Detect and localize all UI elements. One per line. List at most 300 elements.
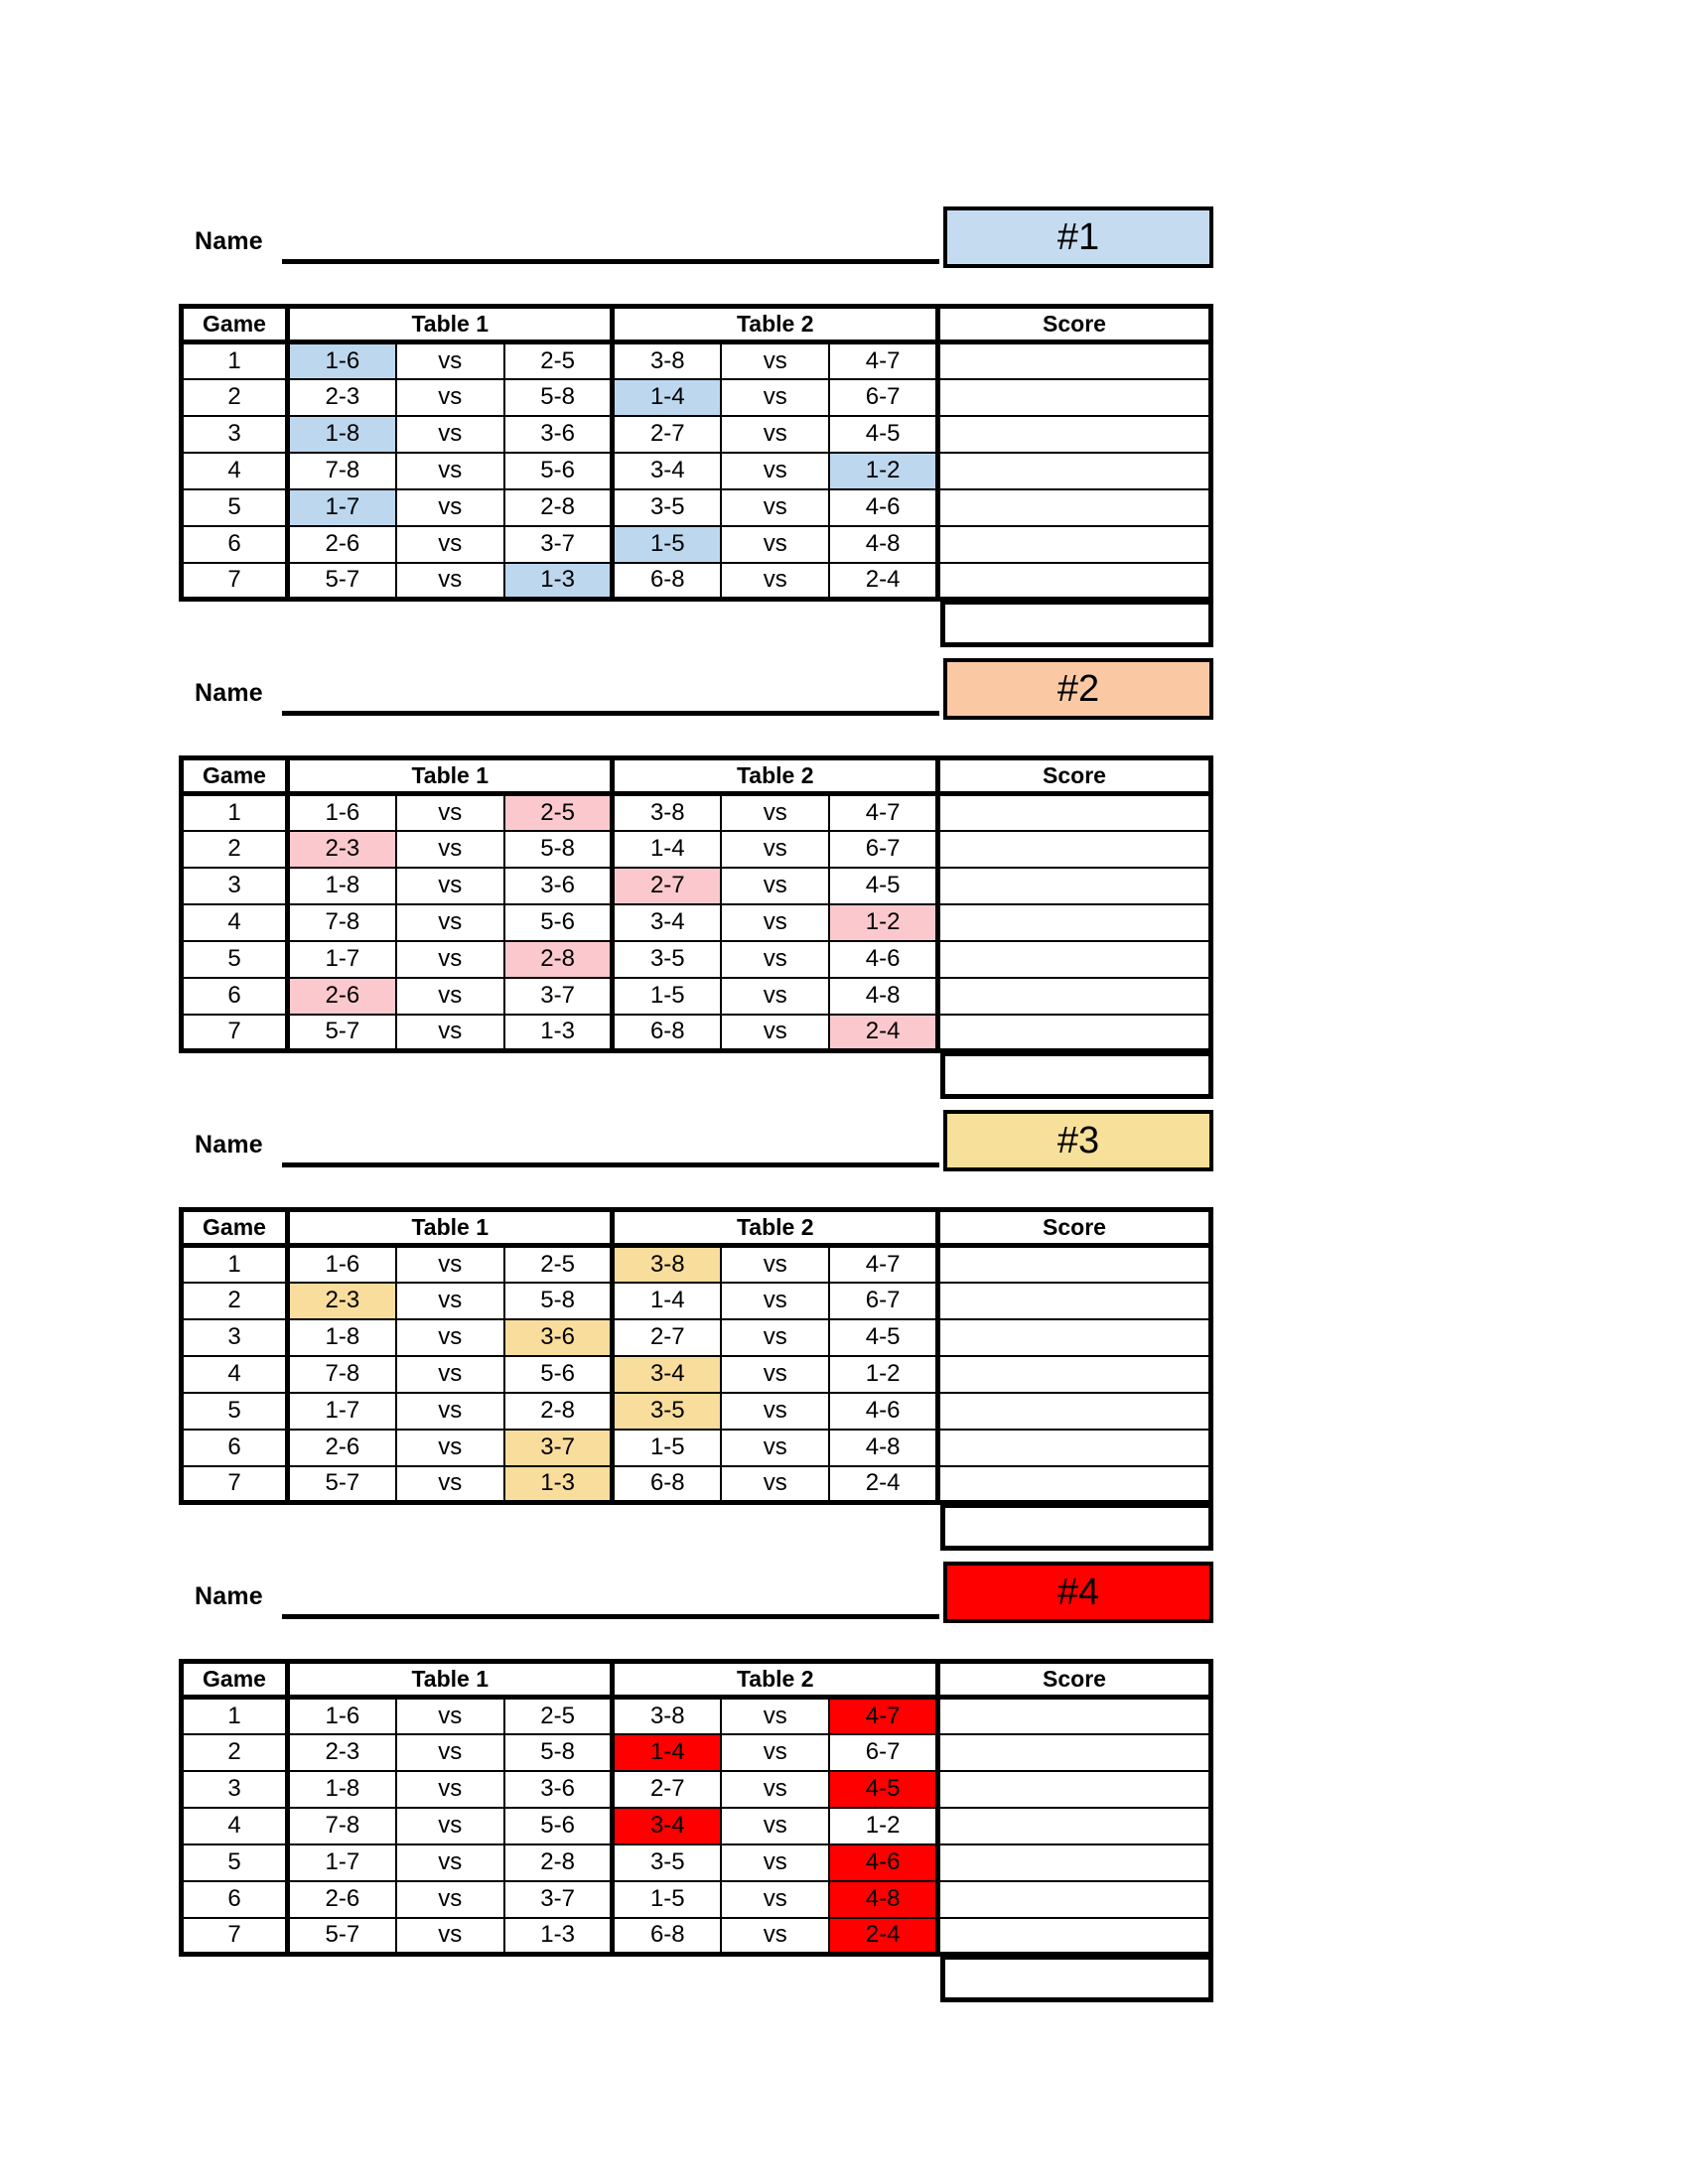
game-number-cell: 1 <box>182 1698 288 1734</box>
name-row <box>179 195 1213 268</box>
score-entry-cell[interactable] <box>938 416 1211 453</box>
table1-vs-label: vs <box>396 831 504 868</box>
table2-vs-label: vs <box>721 868 829 904</box>
table1-left-pair: 5-7 <box>288 1466 396 1503</box>
table2-left-pair: 1-5 <box>613 1430 721 1466</box>
score-entry-cell[interactable] <box>938 1771 1211 1808</box>
score-entry-cell[interactable] <box>938 1734 1211 1771</box>
table1-vs-label: vs <box>396 794 504 831</box>
table1-left-pair: 2-6 <box>288 526 396 563</box>
table-header-row <box>182 307 1211 342</box>
table2-vs-label: vs <box>721 941 829 978</box>
score-entry-cell[interactable] <box>938 489 1211 526</box>
table1-right-pair: 3-7 <box>504 526 613 563</box>
table-row <box>182 794 1211 831</box>
table2-vs-label: vs <box>721 904 829 941</box>
game-number-cell: 1 <box>182 1246 288 1283</box>
table1-vs-label: vs <box>396 1283 504 1319</box>
column-header-table2: Table 2 <box>613 1662 938 1698</box>
table2-left-pair: 3-5 <box>613 1393 721 1430</box>
table1-left-pair: 7-8 <box>288 1808 396 1844</box>
column-header-score: Score <box>938 307 1211 342</box>
table1-right-pair: 5-6 <box>504 904 613 941</box>
table2-vs-label: vs <box>721 1015 829 1051</box>
game-number-cell: 2 <box>182 831 288 868</box>
table1-vs-label: vs <box>396 1356 504 1393</box>
game-number-cell: 5 <box>182 1844 288 1881</box>
table-row <box>182 453 1211 489</box>
table1-left-pair: 1-8 <box>288 868 396 904</box>
table1-vs-label: vs <box>396 1015 504 1051</box>
score-entry-cell[interactable] <box>938 1881 1211 1918</box>
column-header-score: Score <box>938 1210 1211 1246</box>
table2-right-pair: 2-4 <box>829 1466 937 1503</box>
table1-left-pair: 2-3 <box>288 1734 396 1771</box>
total-score-box[interactable] <box>940 1053 1213 1099</box>
table2-vs-label: vs <box>721 342 829 379</box>
table2-right-pair: 1-2 <box>829 453 937 489</box>
table2-vs-label: vs <box>721 1356 829 1393</box>
table1-left-pair: 1-7 <box>288 1844 396 1881</box>
table1-vs-label: vs <box>396 342 504 379</box>
table-row <box>182 868 1211 904</box>
name-row <box>179 646 1213 720</box>
table-row <box>182 1246 1211 1283</box>
game-number-cell: 5 <box>182 489 288 526</box>
game-number-cell: 4 <box>182 904 288 941</box>
table2-left-pair: 2-7 <box>613 1771 721 1808</box>
table2-left-pair: 3-5 <box>613 1844 721 1881</box>
table1-right-pair: 5-8 <box>504 831 613 868</box>
player-number-badge: #3 <box>943 1110 1213 1171</box>
table2-vs-label: vs <box>721 978 829 1015</box>
table2-left-pair: 1-4 <box>613 1734 721 1771</box>
table1-vs-label: vs <box>396 868 504 904</box>
game-number-cell: 3 <box>182 416 288 453</box>
table-row <box>182 379 1211 416</box>
table-row <box>182 904 1211 941</box>
column-header-table2: Table 2 <box>613 758 938 794</box>
table2-vs-label: vs <box>721 1246 829 1283</box>
table1-left-pair: 7-8 <box>288 453 396 489</box>
table1-vs-label: vs <box>396 416 504 453</box>
table2-right-pair: 4-8 <box>829 978 937 1015</box>
table-row <box>182 831 1211 868</box>
table-row <box>182 1430 1211 1466</box>
score-entry-cell[interactable] <box>938 794 1211 831</box>
score-entry-cell[interactable] <box>938 1319 1211 1356</box>
table2-left-pair: 3-4 <box>613 453 721 489</box>
player-number-badge: #1 <box>943 206 1213 268</box>
table2-vs-label: vs <box>721 1808 829 1844</box>
scorecard-block <box>179 1550 1213 2002</box>
table1-vs-label: vs <box>396 1918 504 1955</box>
game-number-cell: 6 <box>182 978 288 1015</box>
table2-vs-label: vs <box>721 526 829 563</box>
table-row <box>182 1466 1211 1503</box>
table2-right-pair: 4-6 <box>829 489 937 526</box>
score-entry-cell[interactable] <box>938 978 1211 1015</box>
scorecard-block <box>179 195 1213 647</box>
table1-left-pair: 1-6 <box>288 794 396 831</box>
table1-right-pair: 1-3 <box>504 1918 613 1955</box>
game-number-cell: 4 <box>182 453 288 489</box>
score-entry-cell[interactable] <box>938 1698 1211 1734</box>
name-label: Name <box>195 227 263 255</box>
table1-right-pair: 3-6 <box>504 868 613 904</box>
table2-left-pair: 2-7 <box>613 1319 721 1356</box>
table1-right-pair: 3-7 <box>504 1881 613 1918</box>
game-number-cell: 1 <box>182 794 288 831</box>
column-header-table2: Table 2 <box>613 1210 938 1246</box>
table1-vs-label: vs <box>396 1698 504 1734</box>
table-header-row <box>182 758 1211 794</box>
name-label: Name <box>195 1582 263 1610</box>
table-row <box>182 342 1211 379</box>
schedule-table <box>179 1659 1213 1957</box>
table2-vs-label: vs <box>721 1430 829 1466</box>
table2-left-pair: 6-8 <box>613 563 721 600</box>
table1-left-pair: 1-8 <box>288 416 396 453</box>
score-entry-cell[interactable] <box>938 1430 1211 1466</box>
table1-left-pair: 7-8 <box>288 1356 396 1393</box>
column-header-game: Game <box>182 1210 288 1246</box>
game-number-cell: 6 <box>182 526 288 563</box>
table1-vs-label: vs <box>396 563 504 600</box>
table1-right-pair: 5-6 <box>504 453 613 489</box>
table2-vs-label: vs <box>721 1771 829 1808</box>
table-row <box>182 1844 1211 1881</box>
table2-left-pair: 3-5 <box>613 941 721 978</box>
column-header-table2: Table 2 <box>613 307 938 342</box>
table1-vs-label: vs <box>396 453 504 489</box>
table-row <box>182 1356 1211 1393</box>
table2-right-pair: 4-8 <box>829 1430 937 1466</box>
table1-vs-label: vs <box>396 379 504 416</box>
column-header-table1: Table 1 <box>288 1210 613 1246</box>
table1-right-pair: 2-8 <box>504 1844 613 1881</box>
table1-right-pair: 2-5 <box>504 1698 613 1734</box>
table1-vs-label: vs <box>396 1393 504 1430</box>
table2-left-pair: 3-8 <box>613 794 721 831</box>
table2-right-pair: 1-2 <box>829 904 937 941</box>
game-number-cell: 2 <box>182 1734 288 1771</box>
table2-left-pair: 3-4 <box>613 1356 721 1393</box>
game-number-cell: 3 <box>182 868 288 904</box>
table-row <box>182 1808 1211 1844</box>
table1-vs-label: vs <box>396 1246 504 1283</box>
table1-vs-label: vs <box>396 1734 504 1771</box>
table2-vs-label: vs <box>721 1393 829 1430</box>
column-header-game: Game <box>182 1662 288 1698</box>
table-row <box>182 1015 1211 1051</box>
game-number-cell: 7 <box>182 1015 288 1051</box>
column-header-table1: Table 1 <box>288 307 613 342</box>
table2-right-pair: 4-6 <box>829 941 937 978</box>
table1-right-pair: 1-3 <box>504 1466 613 1503</box>
table-row <box>182 563 1211 600</box>
table1-vs-label: vs <box>396 1771 504 1808</box>
table2-vs-label: vs <box>721 563 829 600</box>
table2-right-pair: 4-5 <box>829 1771 937 1808</box>
table2-vs-label: vs <box>721 1918 829 1955</box>
schedule-table <box>179 755 1213 1053</box>
table2-left-pair: 1-4 <box>613 379 721 416</box>
game-number-cell: 2 <box>182 379 288 416</box>
column-header-table1: Table 1 <box>288 1662 613 1698</box>
table2-left-pair: 1-5 <box>613 978 721 1015</box>
name-label: Name <box>195 679 263 707</box>
table1-right-pair: 3-6 <box>504 1319 613 1356</box>
table1-right-pair: 1-3 <box>504 563 613 600</box>
table1-vs-label: vs <box>396 1319 504 1356</box>
schedule-table <box>179 1207 1213 1505</box>
table1-right-pair: 3-7 <box>504 978 613 1015</box>
table2-right-pair: 4-6 <box>829 1393 937 1430</box>
table1-right-pair: 1-3 <box>504 1015 613 1051</box>
name-input-line[interactable] <box>282 711 939 716</box>
table1-vs-label: vs <box>396 1844 504 1881</box>
table-row <box>182 526 1211 563</box>
table1-vs-label: vs <box>396 1466 504 1503</box>
table2-vs-label: vs <box>721 453 829 489</box>
score-entry-cell[interactable] <box>938 1246 1211 1283</box>
table2-right-pair: 6-7 <box>829 1734 937 1771</box>
table2-vs-label: vs <box>721 794 829 831</box>
column-header-game: Game <box>182 758 288 794</box>
table1-right-pair: 2-8 <box>504 941 613 978</box>
game-number-cell: 7 <box>182 1466 288 1503</box>
table2-right-pair: 4-8 <box>829 1881 937 1918</box>
game-number-cell: 3 <box>182 1319 288 1356</box>
table2-vs-label: vs <box>721 489 829 526</box>
column-header-score: Score <box>938 1662 1211 1698</box>
table1-left-pair: 1-6 <box>288 1698 396 1734</box>
table2-vs-label: vs <box>721 831 829 868</box>
game-number-cell: 5 <box>182 941 288 978</box>
name-row <box>179 1098 1213 1171</box>
table2-left-pair: 3-4 <box>613 1808 721 1844</box>
game-number-cell: 4 <box>182 1808 288 1844</box>
table2-right-pair: 6-7 <box>829 379 937 416</box>
table1-vs-label: vs <box>396 1808 504 1844</box>
table-row <box>182 489 1211 526</box>
table-row <box>182 1918 1211 1955</box>
table1-vs-label: vs <box>396 904 504 941</box>
column-header-table1: Table 1 <box>288 758 613 794</box>
table2-vs-label: vs <box>721 1283 829 1319</box>
table1-left-pair: 1-8 <box>288 1319 396 1356</box>
table2-right-pair: 4-7 <box>829 1246 937 1283</box>
table-row <box>182 1393 1211 1430</box>
game-number-cell: 6 <box>182 1881 288 1918</box>
table1-right-pair: 5-8 <box>504 379 613 416</box>
scorecard-block <box>179 1098 1213 1551</box>
table1-left-pair: 1-6 <box>288 1246 396 1283</box>
table2-left-pair: 6-8 <box>613 1466 721 1503</box>
score-entry-cell[interactable] <box>938 868 1211 904</box>
table1-left-pair: 1-7 <box>288 1393 396 1430</box>
score-entry-cell[interactable] <box>938 1844 1211 1881</box>
table2-right-pair: 1-2 <box>829 1808 937 1844</box>
table2-right-pair: 4-5 <box>829 868 937 904</box>
player-number-badge: #2 <box>943 658 1213 720</box>
table1-vs-label: vs <box>396 978 504 1015</box>
player-number-badge: #4 <box>943 1562 1213 1623</box>
game-number-cell: 3 <box>182 1771 288 1808</box>
game-number-cell: 7 <box>182 563 288 600</box>
table1-left-pair: 5-7 <box>288 563 396 600</box>
table2-right-pair: 4-5 <box>829 1319 937 1356</box>
name-row <box>179 1550 1213 1623</box>
table1-left-pair: 2-6 <box>288 978 396 1015</box>
table2-vs-label: vs <box>721 1698 829 1734</box>
name-input-line[interactable] <box>282 259 939 264</box>
table1-right-pair: 2-5 <box>504 794 613 831</box>
score-entry-cell[interactable] <box>938 1808 1211 1844</box>
table2-left-pair: 2-7 <box>613 868 721 904</box>
table2-right-pair: 2-4 <box>829 1015 937 1051</box>
score-entry-cell[interactable] <box>938 563 1211 600</box>
score-entry-cell[interactable] <box>938 1918 1211 1955</box>
table1-right-pair: 3-6 <box>504 416 613 453</box>
table2-left-pair: 1-5 <box>613 1881 721 1918</box>
game-number-cell: 1 <box>182 342 288 379</box>
column-header-game: Game <box>182 307 288 342</box>
name-label: Name <box>195 1131 263 1159</box>
table-header-row <box>182 1662 1211 1698</box>
table1-left-pair: 7-8 <box>288 904 396 941</box>
table-row <box>182 1319 1211 1356</box>
score-entry-cell[interactable] <box>938 453 1211 489</box>
score-entry-cell[interactable] <box>938 1466 1211 1503</box>
table2-left-pair: 3-8 <box>613 342 721 379</box>
table2-left-pair: 1-5 <box>613 526 721 563</box>
table1-vs-label: vs <box>396 1881 504 1918</box>
table2-vs-label: vs <box>721 1466 829 1503</box>
total-score-box[interactable] <box>940 602 1213 647</box>
score-entry-cell[interactable] <box>938 379 1211 416</box>
table2-left-pair: 2-7 <box>613 416 721 453</box>
table2-right-pair: 2-4 <box>829 563 937 600</box>
table1-right-pair: 5-8 <box>504 1734 613 1771</box>
table-row <box>182 1698 1211 1734</box>
table-row <box>182 1881 1211 1918</box>
score-entry-cell[interactable] <box>938 1356 1211 1393</box>
table2-left-pair: 3-8 <box>613 1246 721 1283</box>
name-input-line[interactable] <box>282 1162 939 1167</box>
total-score-box[interactable] <box>940 1957 1213 2002</box>
table2-right-pair: 4-7 <box>829 1698 937 1734</box>
score-entry-cell[interactable] <box>938 904 1211 941</box>
table1-vs-label: vs <box>396 489 504 526</box>
table1-right-pair: 3-6 <box>504 1771 613 1808</box>
table2-right-pair: 2-4 <box>829 1918 937 1955</box>
table2-right-pair: 4-8 <box>829 526 937 563</box>
game-number-cell: 5 <box>182 1393 288 1430</box>
table2-left-pair: 3-8 <box>613 1698 721 1734</box>
table1-right-pair: 5-8 <box>504 1283 613 1319</box>
game-number-cell: 7 <box>182 1918 288 1955</box>
table2-right-pair: 1-2 <box>829 1356 937 1393</box>
table2-vs-label: vs <box>721 416 829 453</box>
table1-right-pair: 5-6 <box>504 1356 613 1393</box>
table2-left-pair: 3-5 <box>613 489 721 526</box>
score-entry-cell[interactable] <box>938 1393 1211 1430</box>
table1-right-pair: 2-8 <box>504 489 613 526</box>
table1-right-pair: 2-8 <box>504 1393 613 1430</box>
table1-left-pair: 2-3 <box>288 379 396 416</box>
score-entry-cell[interactable] <box>938 1283 1211 1319</box>
game-number-cell: 6 <box>182 1430 288 1466</box>
table1-left-pair: 5-7 <box>288 1918 396 1955</box>
score-entry-cell[interactable] <box>938 526 1211 563</box>
table2-left-pair: 6-8 <box>613 1015 721 1051</box>
table1-left-pair: 1-7 <box>288 489 396 526</box>
table2-right-pair: 6-7 <box>829 831 937 868</box>
score-entry-cell[interactable] <box>938 831 1211 868</box>
table-row <box>182 1734 1211 1771</box>
table2-vs-label: vs <box>721 1734 829 1771</box>
game-number-cell: 4 <box>182 1356 288 1393</box>
table1-left-pair: 2-6 <box>288 1881 396 1918</box>
table2-vs-label: vs <box>721 1844 829 1881</box>
table1-left-pair: 2-6 <box>288 1430 396 1466</box>
table-row <box>182 1771 1211 1808</box>
table1-right-pair: 2-5 <box>504 342 613 379</box>
schedule-table <box>179 304 1213 602</box>
table1-right-pair: 3-7 <box>504 1430 613 1466</box>
table1-left-pair: 1-7 <box>288 941 396 978</box>
name-input-line[interactable] <box>282 1614 939 1619</box>
table-row <box>182 978 1211 1015</box>
table2-right-pair: 6-7 <box>829 1283 937 1319</box>
game-number-cell: 2 <box>182 1283 288 1319</box>
table2-left-pair: 1-4 <box>613 831 721 868</box>
table1-left-pair: 1-6 <box>288 342 396 379</box>
table1-left-pair: 2-3 <box>288 1283 396 1319</box>
table1-vs-label: vs <box>396 526 504 563</box>
table1-left-pair: 1-8 <box>288 1771 396 1808</box>
table2-right-pair: 4-7 <box>829 794 937 831</box>
table-header-row <box>182 1210 1211 1246</box>
table1-right-pair: 5-6 <box>504 1808 613 1844</box>
score-entry-cell[interactable] <box>938 342 1211 379</box>
scorecard-block <box>179 646 1213 1099</box>
table2-right-pair: 4-7 <box>829 342 937 379</box>
column-header-score: Score <box>938 758 1211 794</box>
table-row <box>182 416 1211 453</box>
table2-right-pair: 4-5 <box>829 416 937 453</box>
table1-vs-label: vs <box>396 1430 504 1466</box>
total-score-box[interactable] <box>940 1505 1213 1551</box>
table2-right-pair: 4-6 <box>829 1844 937 1881</box>
table1-left-pair: 5-7 <box>288 1015 396 1051</box>
table2-left-pair: 1-4 <box>613 1283 721 1319</box>
table2-left-pair: 6-8 <box>613 1918 721 1955</box>
table2-left-pair: 3-4 <box>613 904 721 941</box>
table1-right-pair: 2-5 <box>504 1246 613 1283</box>
table2-vs-label: vs <box>721 379 829 416</box>
table-row <box>182 941 1211 978</box>
table1-left-pair: 2-3 <box>288 831 396 868</box>
score-entry-cell[interactable] <box>938 1015 1211 1051</box>
table1-vs-label: vs <box>396 941 504 978</box>
table2-vs-label: vs <box>721 1319 829 1356</box>
score-entry-cell[interactable] <box>938 941 1211 978</box>
table-row <box>182 1283 1211 1319</box>
table2-vs-label: vs <box>721 1881 829 1918</box>
